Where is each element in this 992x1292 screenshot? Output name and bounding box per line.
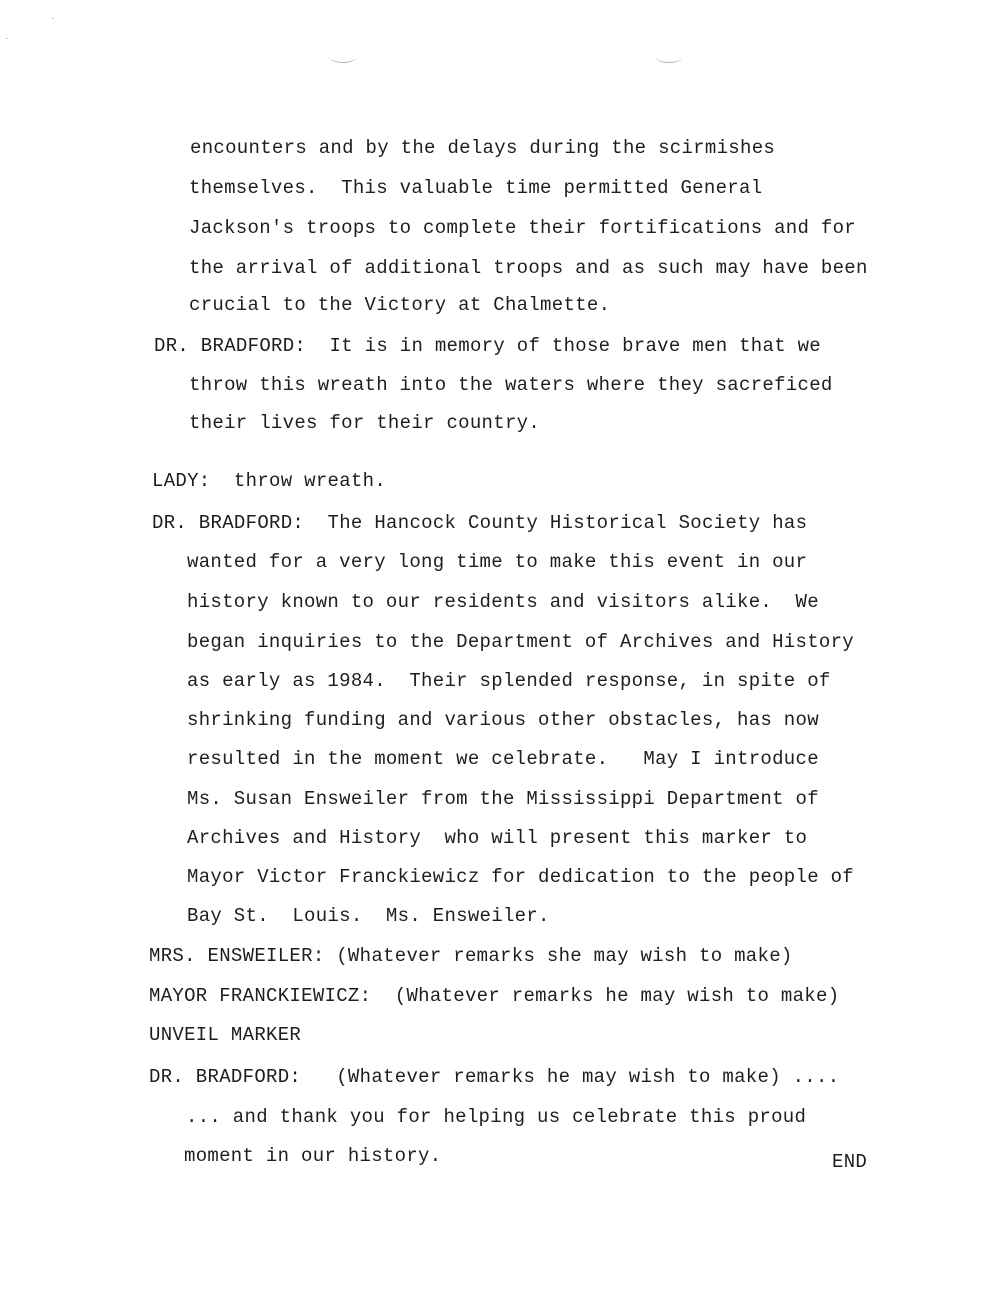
speaker-line-lady: LADY: throw wreath.	[152, 470, 387, 492]
text-line-4: the arrival of additional troops and as such may have been	[189, 257, 868, 279]
speaker-line-ensweiler: MRS. ENSWEILER: (Whatever remarks she may wish to make)	[149, 945, 793, 967]
text-line-1: encounters and by the delays during the scirmishes	[190, 137, 776, 159]
text-line-8: their lives for their country.	[189, 412, 541, 434]
speaker-line-bradford: DR. BRADFORD: The Hancock County Historical Society has	[152, 512, 808, 534]
text-line-15: shrinking funding and various other obstacles, has now	[187, 709, 819, 731]
speaker-line-bradford: DR. BRADFORD: It is in memory of those brave men that we	[154, 335, 822, 357]
text-line-17: Ms. Susan Ensweiler from the Mississippi Department of	[187, 788, 819, 810]
text-line-5: crucial to the Victory at Chalmette.	[189, 294, 611, 316]
text-line-7: throw this wreath into the waters where they sacreficed	[189, 374, 833, 396]
end-marker: END	[832, 1151, 868, 1173]
text-line-25: ... and thank you for helping us celebrate this proud	[186, 1106, 807, 1128]
speaker-line-bradford: DR. BRADFORD: (Whatever remarks he may wish to make) ....	[149, 1066, 840, 1088]
speaker-line-franckiewicz: MAYOR FRANCKIEWICZ: (Whatever remarks he may wish to make)	[149, 985, 840, 1007]
binder-hole-mark-left	[330, 52, 356, 63]
text-line-14: as early as 1984. Their splended response, in spite of	[187, 670, 831, 692]
text-line-12: history known to our residents and visitors alike. We	[187, 591, 819, 613]
scan-speck	[52, 18, 54, 19]
text-line-18: Archives and History who will present this marker to	[187, 827, 808, 849]
text-line-16: resulted in the moment we celebrate. May I introduce	[187, 748, 819, 770]
text-line-20: Bay St. Louis. Ms. Ensweiler.	[187, 905, 550, 927]
text-line-3: Jackson's troops to complete their fortifications and for	[189, 217, 857, 239]
text-line-26: moment in our history.	[184, 1145, 442, 1167]
text-line-11: wanted for a very long time to make this event in our	[187, 551, 808, 573]
stage-direction-unveil-marker: UNVEIL MARKER	[149, 1024, 302, 1046]
text-line-13: began inquiries to the Department of Archives and History	[187, 631, 855, 653]
text-line-19: Mayor Victor Franckiewicz for dedication to the people of	[187, 866, 855, 888]
text-line-2: themselves. This valuable time permitted General	[189, 177, 763, 199]
binder-hole-mark-right	[656, 52, 682, 63]
scan-speck	[6, 38, 8, 39]
